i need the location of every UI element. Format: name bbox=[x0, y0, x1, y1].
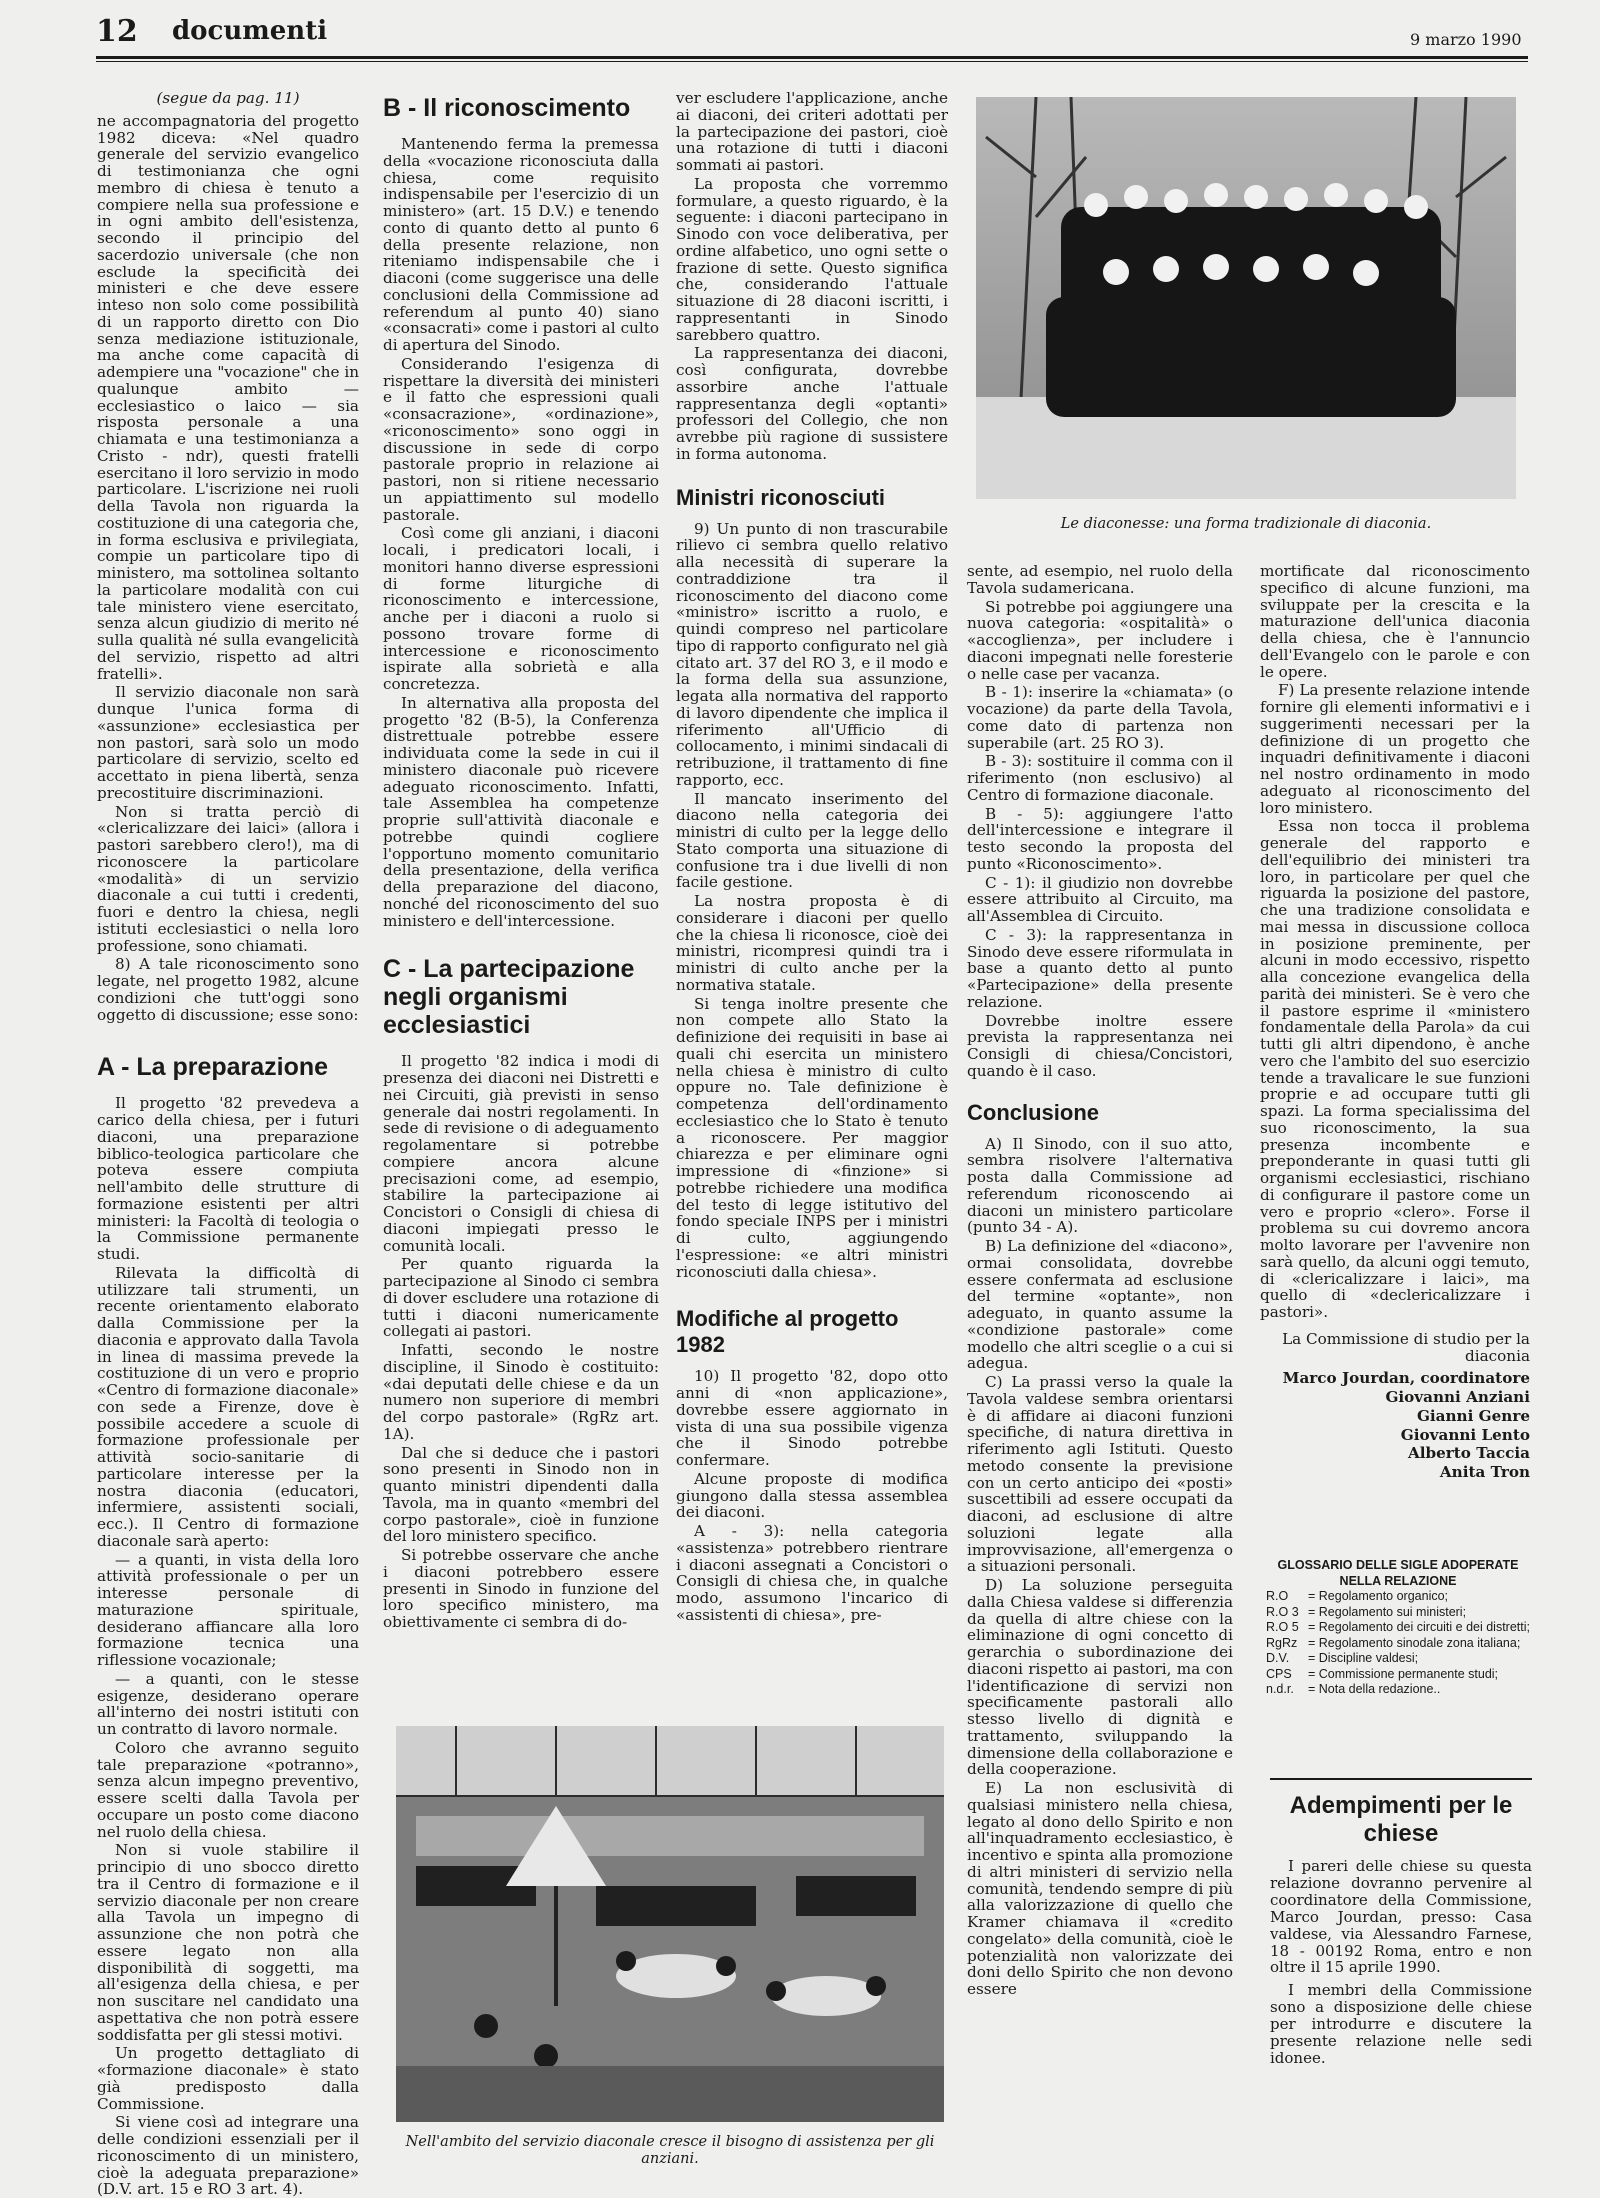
paragraph: Per quanto riguarda la partecipazione al Sinodo ci sembra di dover escludere una rotazione di tutti i diaconi numericamente collegati ai pastori. bbox=[383, 1255, 659, 1341]
paragraph: A - 3): nella categoria «assistenza» potrebbero rientrare i diaconi assegnati a Concistori o Consigli di chiesa che, in qualche modo, assumono l'incarico di «assistenti di chiesa», pre- bbox=[676, 1522, 948, 1624]
column-5 bbox=[1260, 563, 1530, 1483]
glossary-key: RgRz bbox=[1266, 1635, 1298, 1650]
paragraph: D) La soluzione perseguita dalla Chiesa valdese si differenzia da quella di altre chiese con la eliminazione di ogni concetto di gerarchia o subordinazione dei diaconi rispetto ai pastori, ma con l'identificazione di servizi non specificamente pastorali allo stesso livello di dignità e trattamento, sviluppando la dimensione della collaborazione e della cooperazione. bbox=[967, 1576, 1233, 1779]
signatory: Giovanni Anziani bbox=[1385, 1388, 1530, 1406]
glossary-value: = Regolamento sui ministeri; bbox=[1308, 1604, 1467, 1619]
paragraph: Considerando l'esigenza di rispettare la diversità dei ministeri e il fatto che espressioni quali «consacrazione», «ordinazione», «riconoscimento» sono oggi in discussione in sede di corpo pastorale proprio in relazione ai pastori, non si ritiene necessario un appiattimento sul modello pastorale. bbox=[383, 354, 659, 524]
page-number: 12 bbox=[96, 14, 138, 49]
paragraph: C - 1): il giudizio non dovrebbe essere attribuito al Circuito, ma all'Assemblea di Circuito. bbox=[967, 873, 1233, 925]
column-3 bbox=[676, 90, 948, 1626]
photo-elderly-care bbox=[396, 1726, 944, 2122]
paragraph: ver escludere l'applicazione, anche ai diaconi, dei criteri adottati per la partecipazione dei pastori, cioè una rotazione di tutti i diaconi sommati ai pastori. bbox=[676, 89, 948, 174]
heading-ministri: Ministri riconosciuti bbox=[676, 484, 886, 510]
glossary-key: n.d.r. bbox=[1266, 1682, 1294, 1696]
paragraph: Essa non tocca il problema generale del rapporto e dell'equilibrio dei ministeri tra loro, in particolare per quel che riguarda la posizione del pastore, che una tradizione consolidata e mai messa in discussione colloca in posizione preminente, per alcuni in modo eccessivo, rispetto alla concezione evangelica della parità dei ministeri. Se è vero che il pastore esprime il «ministero fondamentale della Parola» da cui tutti gli altri dipendono, è anche vero che l'ambito del suo esercizio tende a travalicare le sue funzioni proprie e ad occupare tutti gli spazi. La forma specialissima del suo riconoscimento, la sua presenza incombente e preponderante in quasi tutti gli organismi ecclesiastici, rischiano di configurare il pastore come un vero e proprio «clero». Forse il problema su cui dovremo ancora molto lavorare per l'avvenire non sarà quello, da alcuni oggi temuto, di «clericalizzare i laici», ma quello di «declericalizzare i pastori». bbox=[1260, 817, 1530, 1321]
paragraph: La proposta che vorremmo formulare, a questo riguardo, è la seguente: i diaconi partecipano in Sinodo con voce deliberativa, per ordine alfabetico, uno ogni sette o frazione di sette. Questo significa che, considerando l'attuale situazione di 28 diaconi iscritti, i rappresentanti in Sinodo sarebbero quattro. bbox=[676, 174, 948, 344]
glossary-key: R.O bbox=[1266, 1589, 1289, 1603]
continued-note: (segue da pag. 11) bbox=[156, 89, 300, 107]
paragraph: F) La presente relazione intende fornire gli elementi informativi e i suggerimenti necessari per la definizione di un progetto che inquadri definitivamente i diaconi nel nostro ordinamento in modo adeguato al riconoscimento del loro ministero. bbox=[1260, 681, 1530, 817]
header-rule bbox=[96, 56, 1528, 59]
paragraph: Il servizio diaconale non sarà dunque l'unica forma di «assunzione» ecclesiastica per non pastori, sarà solo un modo particolare di servizio, scelto ed accettato in piena libertà, senza precostituire discriminazioni. bbox=[97, 683, 359, 802]
paragraph: Mantenendo ferma la premessa della «vocazione riconosciuta dalla chiesa, come requisito indispensabile per l'esercizio di un ministero» (art. 15 D.V.) e tenendo conto di quanto detto al punto 6 della presente relazione, non riteniamo indispensabile che i diaconi (come suggerisce una delle conclusioni della Commissione ad referendum al punto 40) siano «consacrati» come i pastori al culto di apertura del Sinodo. bbox=[383, 135, 659, 354]
paragraph: B - 3): sostituire il comma con il riferimento (non esclusivo) al Centro di formazione diaconale. bbox=[967, 752, 1233, 804]
glossary-key: D.V. bbox=[1266, 1651, 1290, 1665]
heading-modifiche: Modifiche al progetto 1982 bbox=[676, 1306, 899, 1358]
paragraph: Dovrebbe inoltre essere prevista la rappresentanza nei Consigli di chiesa/Concistori, quando è il caso. bbox=[967, 1011, 1233, 1080]
deaconesses-photo-image bbox=[976, 97, 1516, 499]
heading-partecipazione: C - La partecipazione negli organismi ecclesiastici bbox=[383, 955, 635, 1040]
glossary-value: = Regolamento sinodale zona italiana; bbox=[1308, 1635, 1521, 1650]
notice-title: Adempimenti per le chiese bbox=[1289, 1792, 1513, 1847]
paragraph: C) La prassi verso la quale la Tavola valdese sembra orientarsi è di affidare ai diaconi funzioni specifiche, di natura direttiva in riferimento agli Istituti. Questo metodo consente la previsione con un certo anticipo dei «posti» suscettibili ad essere occupati da diaconi, ad esclusione di altre soluzioni legate alla improvvisazione, all'emergenza o a situazioni personali. bbox=[967, 1373, 1233, 1576]
signatory: Alberto Taccia bbox=[1407, 1444, 1530, 1463]
glossary-value: = Nota della redazione.. bbox=[1308, 1682, 1441, 1696]
paragraph: Così come gli anziani, i diaconi locali, i predicatori locali, i monitori hanno diverse espressioni di forme liturgiche di riconoscimento e intercessione, anche per i diaconi a ruolo si possono trovare forme di intercessione e riconoscimento ispirate alla sobrietà e alla concretezza. bbox=[383, 524, 659, 693]
paragraph: Non si vuole stabilire il principio di uno sbocco diretto tra il Centro di formazione e il servizio diaconale per non creare alla Tavola un impegno di assunzione che non potrà che essere legato non alla disponibilità di soggetti, ma all'esigenza della chiesa, e per non suscitare nel candidato una aspettativa che non potrà essere soddisfatta per gli stessi motivi. bbox=[97, 1841, 359, 2044]
caption-top: Le diaconesse: una forma tradizionale di diaconia. bbox=[1060, 516, 1432, 532]
photo-deaconesses bbox=[976, 97, 1516, 499]
paragraph: ne accompagnatoria del progetto 1982 diceva: «Nel quadro generale del servizio evangelico di testimonianza che ogni membro di chiesa è tenuto a compiere nella sua professione e in ogni ambito dell'esistenza, secondo il principio del sacerdozio universale (che non esclude la specificità dei ministeri e che deve essere inteso non solo come possibilità di un rapporto diretto con Dio senza mediazione istituzionale, ma anche come capacità di adempiere una "vocazione" che in qualunque ambito — ecclesiastico o laico — sia risposta personale a una chiamata e una testimonianza a Cristo - ndr), questi fratelli esercitano il loro servizio in modo particolare. L'iscrizione nei ruoli della Tavola non riguarda la costituzione di una categoria che, in forma esclusiva e privilegiata, compie un particolare tipo di ministero, ma sottolinea soltanto la particolare modalità con cui tale ministero viene esercitato, senza alcun giudizio di merito né sulla qualità né sulla evangelicità del servizio, rispetto ad altri fratelli». bbox=[97, 111, 359, 683]
signature-commission: La Commissione di studio per la diaconia bbox=[1282, 1329, 1530, 1365]
paragraph: Il progetto '82 prevedeva a carico della chiesa, per i futuri diaconi, una preparazione biblico-teologica particolare che poteva essere compiuta nell'ambito delle strutture di formazione esistenti per altri ministeri: la Facoltà di teologia o la Commissione permanente studi. bbox=[97, 1094, 359, 1263]
paragraph: A) Il Sinodo, con il suo atto, sembra risolvere l'alternativa posta dalla Commissione ad referendum riconoscendo ai diaconi un ministero particolare (punto 34 - A). bbox=[967, 1134, 1233, 1237]
paragraph: Il progetto '82 indica i modi di presenza dei diaconi nei Distretti e nei Circuiti, già previsti in senso generale dai nostri regolamenti. In sede di revisione o di adeguamento regolamentare si potrebbe compiere ancora alcune precisazioni come, ad esempio, stabilire la partecipazione ai Concistori o Consigli di chiesa di diaconi impiegati presso le comunità locali. bbox=[383, 1052, 659, 1255]
paragraph: Non si tratta perciò di «clericalizzare dei laici» (allora i pastori sarebbero clero!), ma di riconoscere la particolare «modalità» di un servizio diaconale a cui tutti i credenti, fuori e dentro la chiesa, negli istituti ecclesiastici o nella loro professione, sono chiamati. bbox=[97, 802, 359, 955]
paragraph: — a quanti, con le stesse esigenze, desiderano operare all'interno dei nostri istituti con un contratto di lavoro normale. bbox=[97, 1669, 359, 1738]
paragraph: Dal che si deduce che i pastori sono presenti in Sinodo non in quanto ministri dipendenti dalla Tavola, ma in quanto «membri del corpo pastorale», cioè in funzione del loro ministero specifico. bbox=[383, 1443, 659, 1546]
elderly-care-photo-image bbox=[396, 1726, 944, 2122]
glossary-value: = Discipline valdesi; bbox=[1308, 1651, 1419, 1665]
heading-preparazione: A - La preparazione bbox=[97, 1053, 329, 1082]
glossary-key: R.O 3 bbox=[1266, 1604, 1299, 1619]
paragraph: B - 5): aggiungere l'atto dell'intercessione e integrare il testo secondo la proposta del punto «Riconoscimento». bbox=[967, 804, 1233, 873]
paragraph: Rilevata la difficoltà di utilizzare tali strumenti, un recente orientamento elaborato dalla Commissione per la diaconia e approvato dalla Tavola in linea di massima prevede la costituzione di un vero e proprio «Centro di formazione diaconale» con sede a Firenze, dove è possibile accedere a scuole di formazione professionale per attività socio-sanitarie di particolare interesse per la nostra diaconia (educatori, infermiere, assistenti sociali, ecc.). Il Centro di formazione diaconale sarà aperto: bbox=[97, 1263, 359, 1550]
glossary-key: R.O 5 bbox=[1266, 1620, 1299, 1634]
paragraph: — a quanti, in vista della loro attività professionale o per un interesse personale di maturazione spirituale, desiderano affiancare alla loro formazione tecnica una riflessione vocazionale; bbox=[97, 1550, 359, 1669]
paragraph: La nostra proposta è di considerare i diaconi per quello che la chiesa li riconosce, cioè dei ministri, ricompresi quindi tra i ministri di culto anche per la normativa statale. bbox=[676, 892, 948, 994]
column-1 bbox=[97, 90, 359, 2198]
paragraph: E) La non esclusività di qualsiasi ministero nella chiesa, legato al dono dello Spirito e non all'inquadramento ecclesiastico, è incentivo e spinta alla promozione di altri ministeri di servizio nella comunità, tendendo sempre di più alla valorizzazione di quello che Kramer chiamava il «credito congelato» della comunità, cioè le potenzialità non valorizzate dei doni dello Spirito che non devono essere bbox=[967, 1779, 1233, 1998]
paragraph: La rappresentanza dei diaconi, così configurata, dovrebbe assorbire anche l'attuale rappresentanza degli «optanti» professori del Collegio, che non avrebbe più ragione di sussistere in forma autonoma. bbox=[676, 344, 948, 463]
paragraph: mortificate dal riconoscimento specifico di alcune funzioni, ma sviluppate per la crescita e la maturazione dell'unica diaconia della chiesa, che è l'annuncio dell'Evangelo con le parole e con le opere. bbox=[1260, 562, 1530, 681]
glossary-key: CPS bbox=[1266, 1666, 1292, 1681]
column-2 bbox=[383, 90, 659, 1633]
column-4 bbox=[967, 563, 1233, 2000]
caption-bottom: Nell'ambito del servizio diaconale cresce il bisogno di assistenza per gli anziani. bbox=[405, 2134, 935, 2167]
paragraph: C - 3): la rappresentanza in Sinodo deve essere riformulata in base a quanto detto al punto «Partecipazione» della presente relazione. bbox=[967, 925, 1233, 1011]
paragraph: Si potrebbe osservare che anche i diaconi potrebbero essere presenti in Sinodo in funzione del loro specifico ministero, ma obiettivamente ci sembra di do- bbox=[383, 1546, 659, 1631]
signatory: Giovanni Lento bbox=[1400, 1425, 1530, 1444]
header-rule-thin bbox=[96, 61, 1528, 62]
signatory: Marco Jourdan, coordinatore bbox=[1282, 1369, 1530, 1388]
heading-riconoscimento: B - Il riconoscimento bbox=[383, 94, 631, 122]
paragraph: Si potrebbe poi aggiungere una nuova categoria: «ospitalità» o «accoglienza», per includere i diaconi impegnati nelle foresterie o nelle case per vacanza. bbox=[967, 597, 1233, 683]
paragraph: 10) Il progetto '82, dopo otto anni di «non applicazione», dovrebbe essere aggiornato in vista di una sua possibile vigenza che il Sinodo potrebbe confermare. bbox=[676, 1367, 948, 1469]
paragraph: Il mancato inserimento del diacono nella categoria dei ministri di culto per la legge dello Stato comporta una situazione di confusione tra i due livelli di non facile gestione. bbox=[676, 789, 948, 892]
notice-box bbox=[1270, 1778, 1532, 2073]
glossary-value: = Regolamento dei circuiti e dei distretti; bbox=[1308, 1620, 1530, 1634]
paragraph: B - 1): inserire la «chiamata» (o vocazione) da parte della Tavola, come dato di partenza non superabile (art. 25 RO 3). bbox=[967, 683, 1233, 752]
paragraph: In alternativa alla proposta del progetto '82 (B-5), la Conferenza distrettuale potrebbe essere individuata come la sede in cui il ministero diaconale può ricevere adeguato riconoscimento. Infatti, tale Assemblea ha competenze proprie sull'attività diaconale e potrebbe quindi cogliere l'opportuno momento comunitario della presentazione, della verifica della preparazione del diacono, nonché del riconoscimento del suo ministero e dell'intercessione. bbox=[383, 693, 659, 930]
paragraph: Si tenga inoltre presente che non compete allo Stato la definizione dei requisiti in base ai quali chi esercita un ministero nella chiesa è ministro di culto oppure no. Tale definizione è competenza dell'ordinamento ecclesiastico che lo Stato è tenuto a riconoscere. Per maggior chiarezza e per eliminare ogni impressione di «finzione» si potrebbe richiedere una modifica del testo di legge istitutivo del fondo speciale INPS per i ministri di culto, aggiungendo l'espressione: «e altri ministri riconosciuti dalla chiesa». bbox=[676, 994, 948, 1281]
paragraph: Si viene così ad integrare una delle condizioni essenziali per il riconoscimento di un ministero, cioè la adeguata preparazione» (D.V. art. 15 e RO 3 art. 4). bbox=[97, 2113, 359, 2198]
notice-paragraph: I membri della Commissione sono a disposizione delle chiese per introdurre e discutere la presente relazione nelle sedi idonee. bbox=[1270, 1981, 1532, 2067]
paragraph: Infatti, secondo le nostre discipline, il Sinodo è costituito: «dai deputati delle chiese e da un numero non superiore di membri del corpo pastorale» (RgRz art. 1A). bbox=[383, 1341, 659, 1443]
signatory: Anita Tron bbox=[1439, 1463, 1530, 1481]
glossary-value: = Commissione permanente studi; bbox=[1308, 1666, 1499, 1681]
paragraph: sente, ad esempio, nel ruolo della Tavola sudamericana. bbox=[967, 562, 1233, 597]
paragraph: 8) A tale riconoscimento sono legate, nel progetto 1982, alcune condizioni che tutt'oggi sono oggetto di discussione; esse sono: bbox=[97, 955, 359, 1024]
paragraph: Coloro che avranno seguito tale preparazione «potranno», senza alcun impegno preventivo, essere scelti dalla Tavola per occupare un posto come diacono nel ruolo della chiesa. bbox=[97, 1738, 359, 1841]
paragraph: Un progetto dettagliato di «formazione diaconale» è stato già predisposto dalla Commissione. bbox=[97, 2044, 359, 2113]
paragraph: B) La definizione del «diacono», ormai consolidata, dovrebbe essere confermata ad esclusione del termine «optante», non adeguato, in quanto assume la «condizione pastorale» come modello che altri sceglie o a cui si adegua. bbox=[967, 1237, 1233, 1373]
paragraph: Alcune proposte di modifica giungono dalla stessa assemblea dei diaconi. bbox=[676, 1469, 948, 1522]
glossary-value: = Regolamento organico; bbox=[1308, 1589, 1449, 1603]
paragraph: 9) Un punto di non trascurabile rilievo ci sembra quello relativo alla necessità di superare la contraddizione tra il riconoscimento del diacono come «ministro» iscritto a ruolo, e quindi compreso nel particolare tipo di rapporto configurato nel già citato art. 37 del RO 3, e il modo e la forma della sua assunzione, legata alla normativa del rapporto di lavoro dipendente che implica il riferimento all'Ufficio di collocamento, i minimi sindacali di retribuzione, il trattamento di fine rapporto, ecc. bbox=[676, 519, 948, 789]
glossary bbox=[1266, 1558, 1530, 1698]
heading-conclusione: Conclusione bbox=[967, 1099, 1100, 1125]
section-title: documenti bbox=[172, 16, 328, 46]
glossary-title: GLOSSARIO DELLE SIGLE ADOPERATE NELLA RELAZIONE bbox=[1277, 1558, 1519, 1588]
issue-date: 9 marzo 1990 bbox=[1410, 30, 1522, 49]
notice-paragraph: I pareri delle chiese su questa relazione dovranno pervenire al coordinatore della Commissione, Marco Jourdan, presso: Casa valdese, via Alessandro Farnese, 18 - 00192 Roma, entro e non oltre il 15 aprile 1990. bbox=[1270, 1857, 1532, 1977]
signatory: Gianni Genre bbox=[1416, 1406, 1530, 1425]
